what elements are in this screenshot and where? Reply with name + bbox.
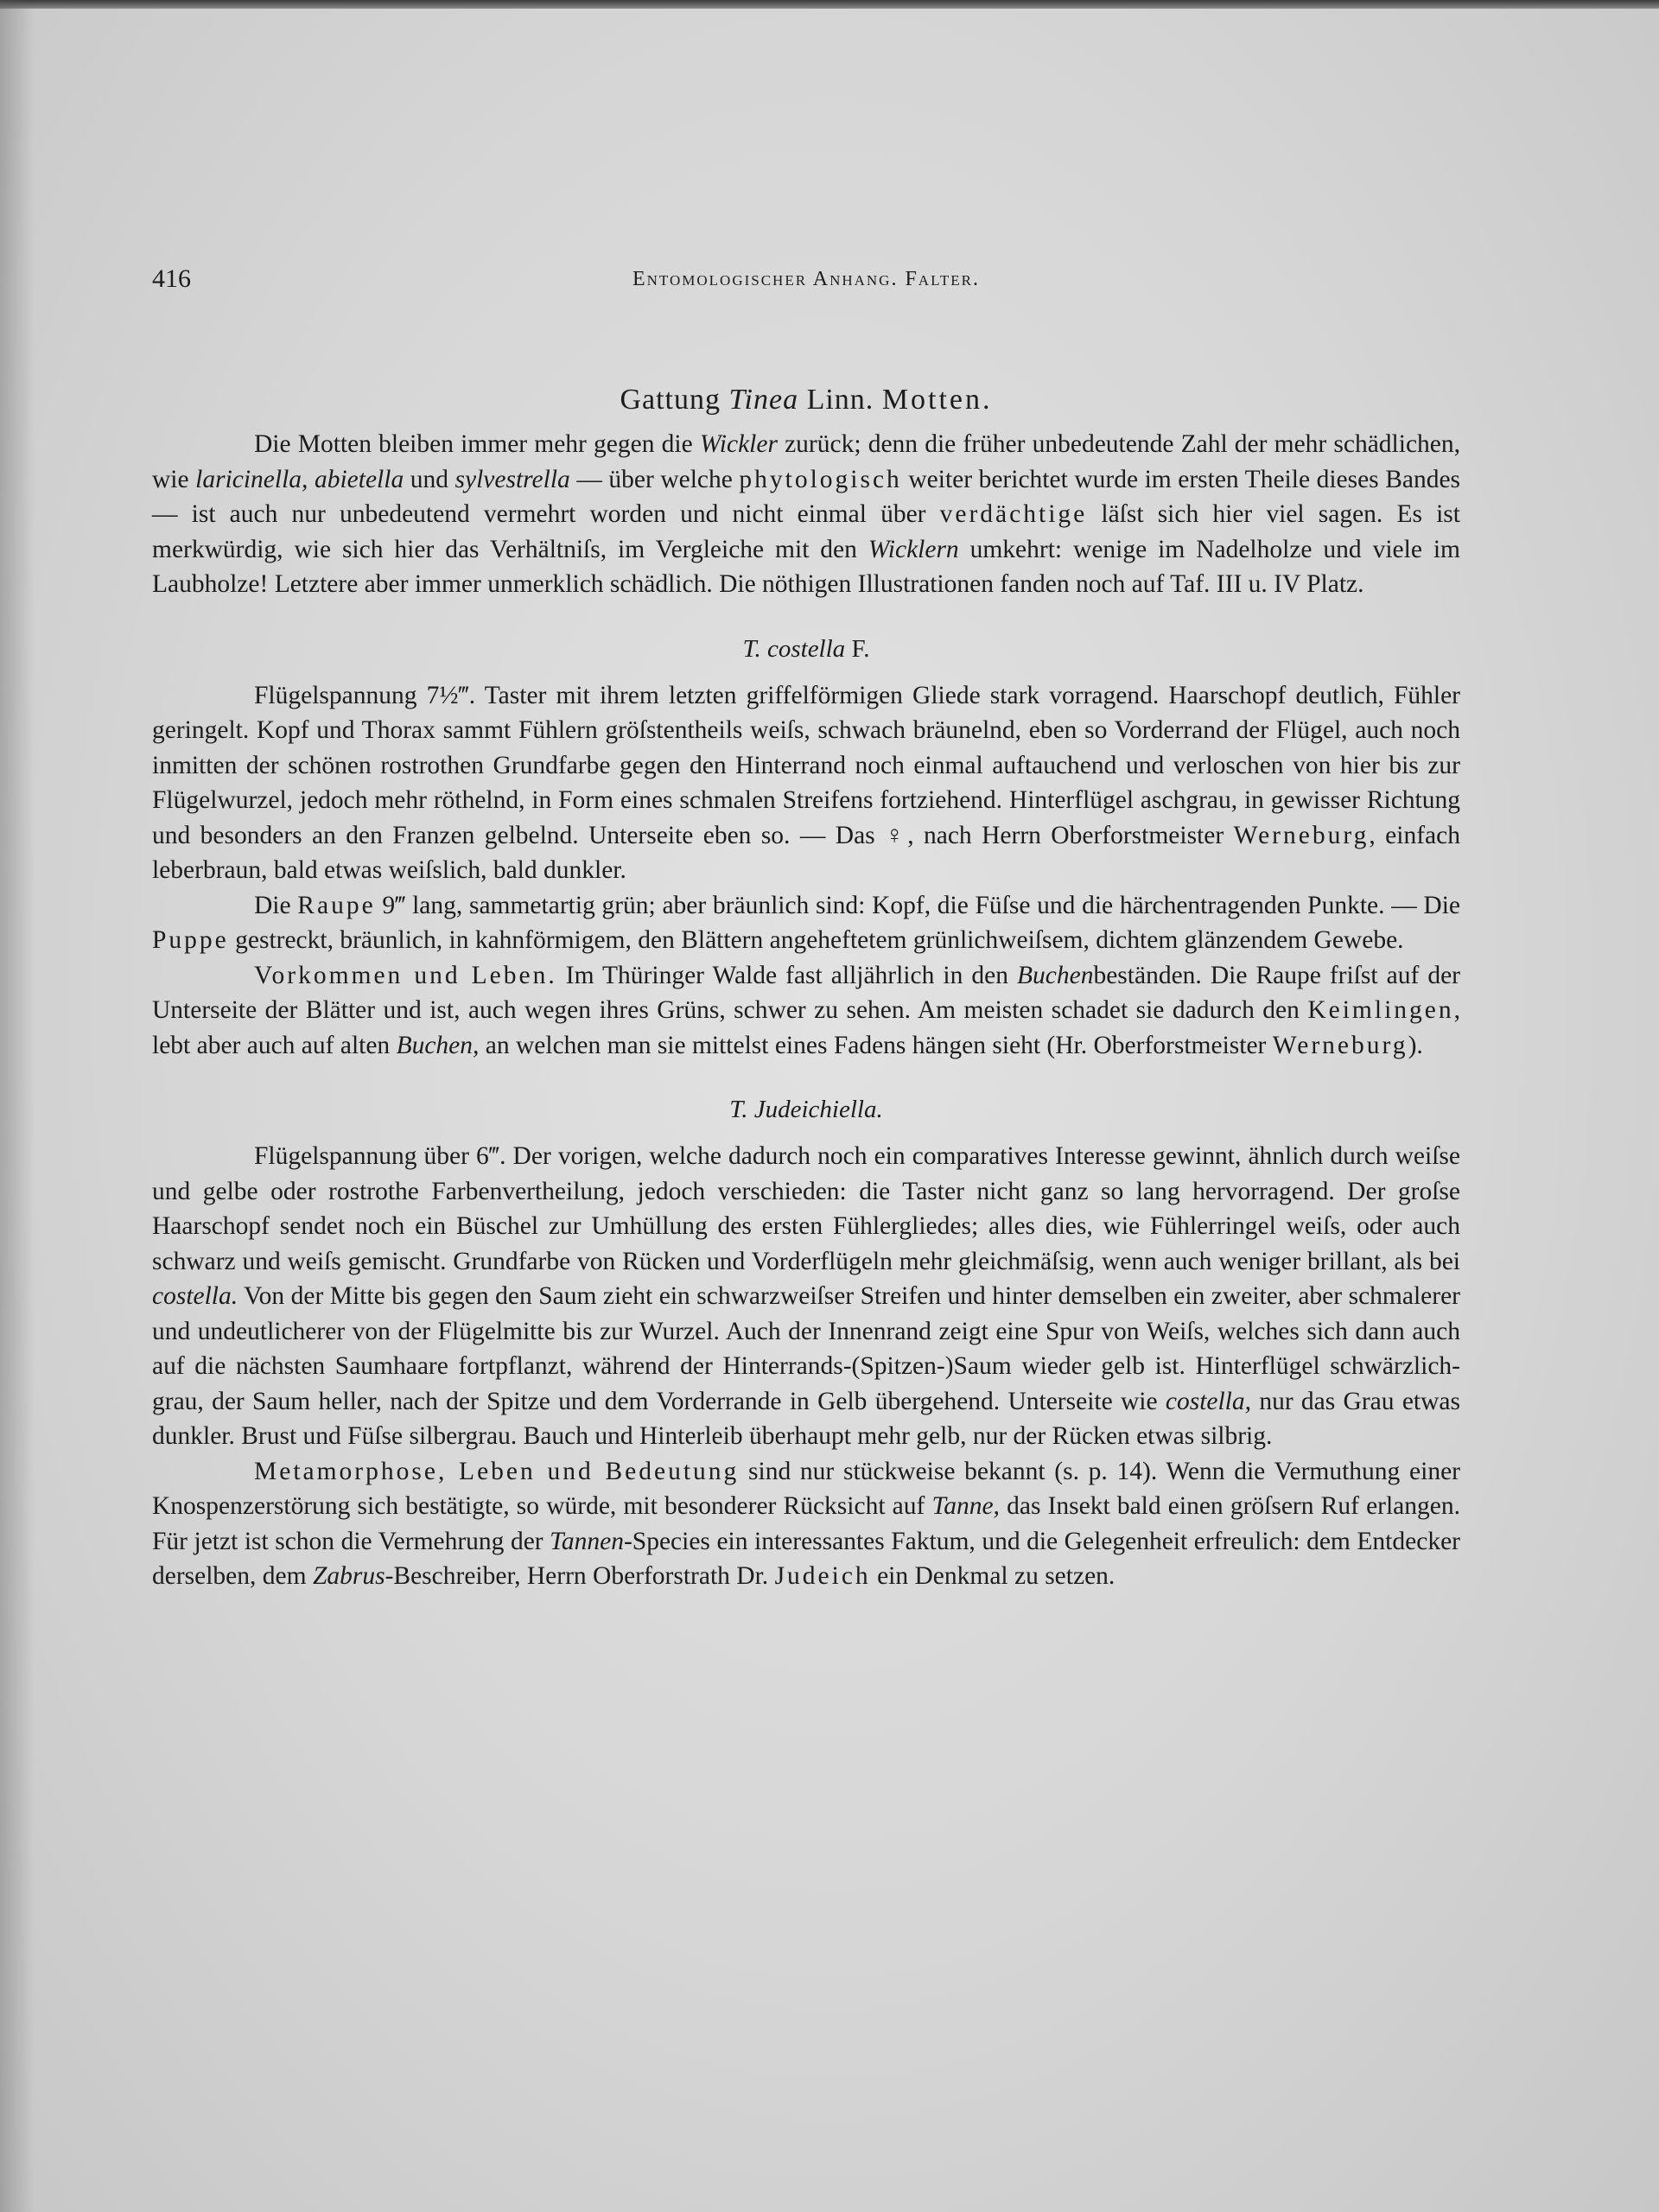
spaced-run: Raupe [297,891,376,919]
page-header [152,264,1460,299]
species-name: T. costella [742,634,846,663]
text-run: an welchen man sie mittelst eines Fadens hängen sieht (Hr. Oberforstmeister [479,1031,1273,1059]
text-run: Die [254,891,298,919]
italic-run: costella, [1165,1387,1252,1415]
text-run: umkehrt: wenige im Nadelholze und viele im Laubholze! Letztere aber immer unmerklich schädlich. Die nöthigen Illustrationen fanden noch auf Taf. III u. IV Platz. [152,535,1460,598]
italic-run: sylvestrella [454,465,570,493]
text-run: Von der Mitte bis gegen den Saum zieht ein schwarzweiſser Streifen und hinter demselben ein zweiter, aber schmalerer und undeutlicherer von der Flügelmitte bis zur Wurzel. Auch der Innenrand zeigt eine Spur von Weiſs, welches sich dann auch auf die nächsten Saumhaare fortpflanzt, während der Hinterrands-(Spitzen-)Saum wieder gelb ist. Hinterflügel schwärzlich-grau, der Saum heller, nach der Spitze und dem Vorderrande in Gelb übergehend. Unterseite wie [152,1282,1460,1415]
italic-run: Zabrus [312,1562,385,1590]
spaced-run: Keimlingen [1307,996,1454,1024]
scan-shadow [0,0,35,2212]
scan-edge [0,0,1659,9]
spaced-run: Metamorphose, Leben und Bedeutung [254,1457,740,1485]
text-run: Flügelspannung 7½‴. Taster mit ihrem letzten griffelförmigen Gliede stark vorragend. Haarschopf deutlich, Fühler geringelt. Kopf und Thorax sammt Fühlern gröſstentheils weiſs, schwach bräunelnd, eben so Vorderrand der Flügel, auch noch inmitten der schönen rostrothen Grundfarbe gegen den Hinterrand noch einmal auftauchend und verloschen von hier bis zur Flügelwurzel, jedoch mehr röthelnd, in Form eines schmalen Streifens fortziehend. Hinterflügel aschgrau, in gewisser Richtung und besonders an den Franzen gelbelnd. Unterseite eben so. — Das ♀, nach Herrn Oberforstmeister [152,681,1460,849]
judeichiella-description [152,1139,1460,1454]
costella-description [152,678,1460,888]
italic-run: Wicklern [868,535,959,563]
genus-prefix: Gattung [620,384,721,416]
spaced-run: Judeich [774,1562,871,1590]
text-run: — über welche [569,465,740,493]
italic-run: Tanne, [931,1492,1000,1520]
spaced-run: Werneburg [1272,1031,1408,1059]
page-body [152,380,1460,1594]
text-run: gestreckt, bräunlich, in kahnförmigem, den Blättern angeheftetem grünlichweiſsem, dichtem glänzendem Gewebe. [228,926,1404,954]
spaced-run: Werneburg [1233,821,1370,849]
genus-common-name: Motten. [881,384,993,416]
italic-run: costella. [152,1282,238,1310]
text-run: , lebt aber auch auf alten [152,996,1460,1059]
text-run: Die Motten bleiben immer mehr gegen die [254,430,700,458]
text-run: zurück; denn die früher unbedeutende Zahl der mehr schädlichen, wie [152,430,1461,493]
spaced-run: phytologisch [739,465,902,493]
text-run: , einfach leberbraun, bald etwas weiſslich, bald dunkler. [152,821,1460,884]
species-heading-costella [152,632,1460,666]
costella-larva-paragraph [152,888,1460,958]
species-name: T. Judeichiella. [729,1096,883,1123]
italic-run: laricinella, [195,465,308,493]
text-run: Im Thüringer Walde fast alljährlich in den [556,961,1017,989]
judeichiella-metamorphosis-paragraph [152,1454,1460,1594]
species-heading-judeichiella [152,1092,1460,1127]
text-run: Flügelspannung über 6‴. Der vorigen, welche dadurch noch ein comparatives Interesse gewinnt, ähnlich durch weiſse und gelbe oder rostrothe Farbenvertheilung, jedoch verschieden: die Taster nicht ganz so lang hervorragend. Der groſse Haarschopf sendet noch ein Büschel zur Umhüllung des ersten Fühlergliedes; alles dies, wie Fühlerringel weiſs, oder auch schwarz und weiſs gemischt. Grundfarbe von Rücken und Vorderflügeln mehr gleichmäſsig, wenn auch weniger brillant, als bei [152,1142,1460,1275]
text-run: -Beschreiber, Herrn Oberforstrath Dr. [385,1562,775,1590]
spaced-run: verdächtige [939,500,1088,528]
costella-occurrence-paragraph [152,958,1460,1064]
text-run: das Insekt bald einen gröſsern Ruf erlangen. Für jetzt ist schon die Vermehrung der [152,1492,1460,1555]
text-run: läſst sich hier viel sagen. Es ist merkwürdig, wie sich hier das Verhältniſs, im Vergleiche mit den [152,500,1460,563]
text-run: nur das Grau etwas dunkler. Brust und Füſse silbergrau. Bauch und Hinterleib überhaupt mehr gelb, nur der Rücken etwas silbrig. [152,1387,1460,1450]
text-run: sind nur stückweise bekannt (s. p. 14). Wenn die Vermuthung einer Knospenzerstörung sich bestätigte, so würde, mit besonderer Rücksicht auf [152,1457,1460,1520]
species-author: F. [851,634,870,663]
intro-paragraph [152,427,1460,602]
genus-name: Tinea [728,384,799,416]
text-run: ). [1408,1031,1423,1059]
italic-run: Buchen, [396,1031,480,1059]
spaced-run: Puppe [152,926,229,954]
spaced-run: Vorkommen und Leben. [254,961,557,989]
text-run [308,466,315,493]
page-number: 416 [152,264,191,293]
text-run: und [404,465,455,493]
running-head: Entomologischer Anhang. Falter. [632,268,981,290]
italic-run: Tannen [550,1527,624,1555]
italic-run: Wickler [699,430,778,458]
italic-run: abietella [314,465,404,493]
text-run: ein Denkmal zu setzen. [870,1562,1116,1590]
genus-author: Linn. [806,384,874,416]
text-run: 9‴ lang, sammetartig grün; aber bräunlich sind: Kopf, die Füſse und die härchentragenden Punkte. — Die [375,891,1460,919]
text-run: -Species ein interessantes Faktum, und die Gelegenheit erfreulich: dem Entdecker derselben, dem [152,1527,1460,1590]
italic-run: Buchen [1017,961,1094,989]
text-run: weiter berichtet wurde im ersten Theile dieses Bandes — ist auch nur unbedeutend vermehrt worden und nicht einmal über [152,465,1461,528]
genus-heading [152,380,1460,420]
text-run: beständen. Die Raupe friſst auf der Unterseite der Blätter und ist, auch wegen ihres Grüns, schwer zu sehen. Am meisten schadet sie dadurch den [152,961,1460,1024]
